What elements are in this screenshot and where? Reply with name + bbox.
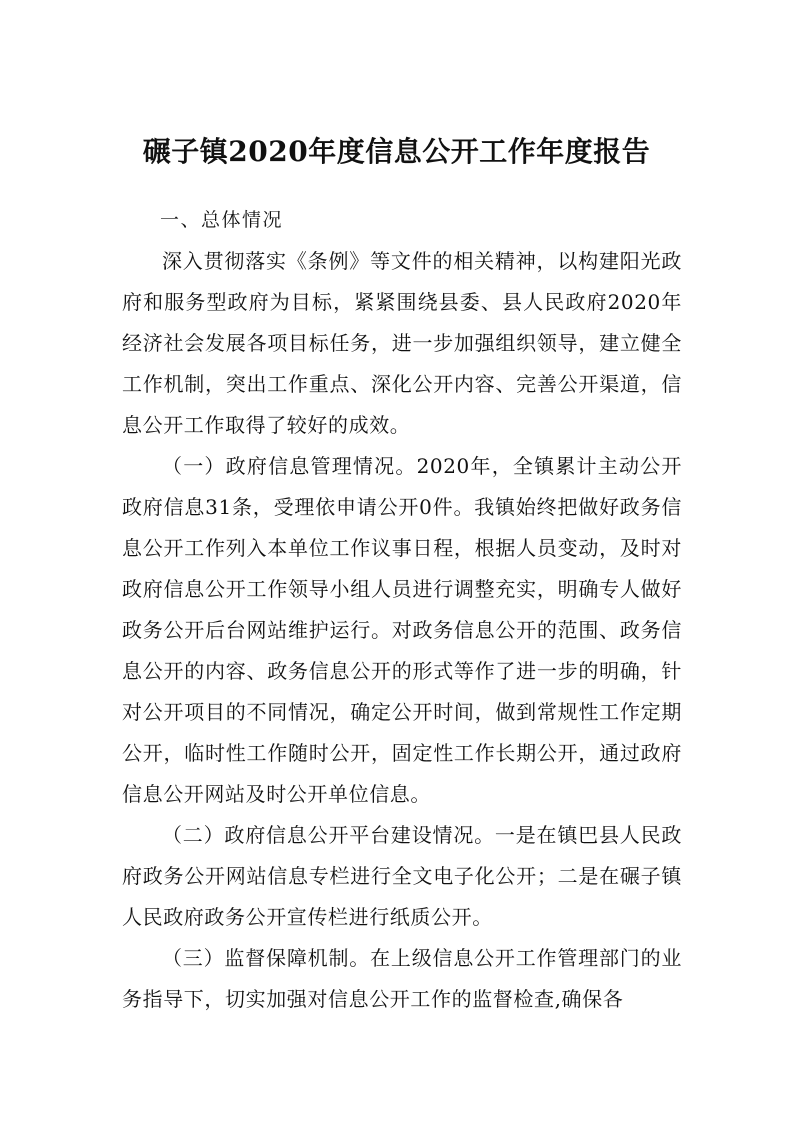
paragraph-platform-construction: （二）政府信息公开平台建设情况。一是在镇巴县人民政府政务公开网站信息专栏进行全文电子化公开；二是在碾子镇人民政府政务公开宣传栏进行纸质公开。: [122, 823, 682, 929]
paragraph-overview: 深入贯彻落实《条例》等文件的相关精神，以构建阳光政府和服务型政府为目标，紧紧围绕县委、县人民政府2020年经济社会发展各项目标任务，进一步加强组织领导，建立健全工作机制，突出工作重点、深化公开内容、完善公开渠道，信息公开工作取得了较好的成效。: [122, 249, 682, 437]
paragraph-supervision: （三）监督保障机制。在上级信息公开工作管理部门的业务指导下，切实加强对信息公开工作的监督检查,确保各: [122, 946, 682, 1011]
document-body: [122, 200, 682, 1020]
document-title: 碾子镇2020年度信息公开工作年度报告: [142, 135, 651, 168]
paragraph-info-management: （一）政府信息管理情况。2020年，全镇累计主动公开政府信息31条，受理依申请公开0件。我镇始终把做好政务信息公开工作列入本单位工作议事日程，根据人员变动，及时对政府信息公开工作领导小组人员进行调整充实，明确专人做好政务公开后台网站维护运行。对政务信息公开的范围、政务信息公开的内容、政务信息公开的形式等作了进一步的明确，针对公开项目的不同情况，确定公开时间，做到常规性工作定期公开，临时性工作随时公开，固定性工作长期公开，通过政府信息公开网站及时公开单位信息。: [122, 454, 682, 806]
section-heading-overview: 一、总体情况: [160, 209, 284, 231]
